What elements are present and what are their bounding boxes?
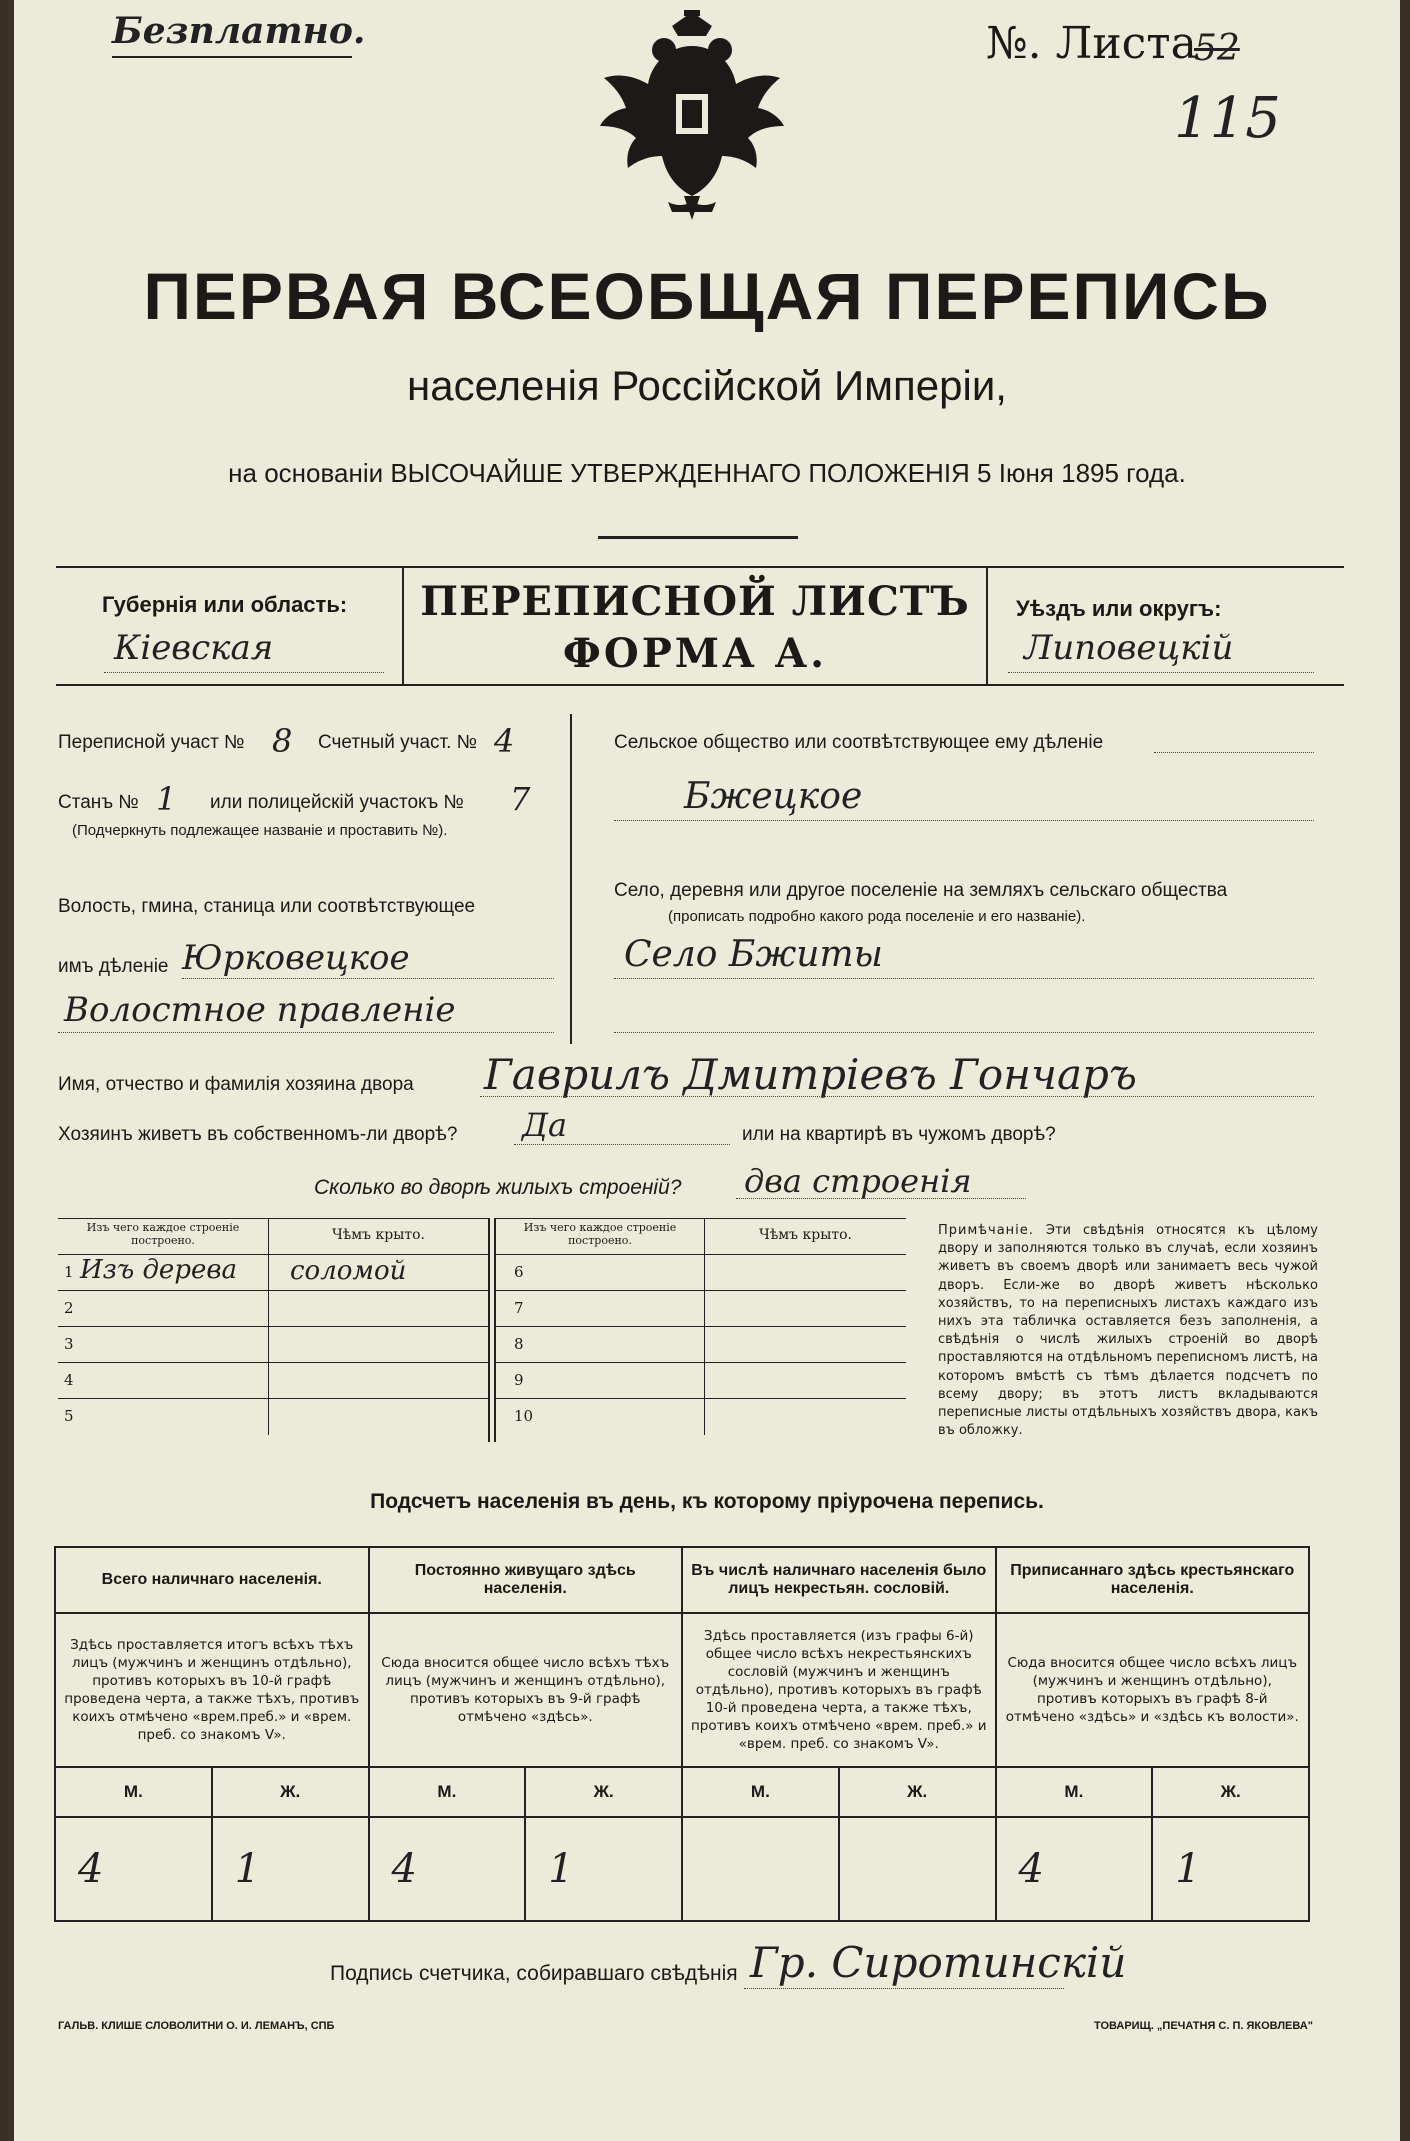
- col-roof-header: Чѣмъ крыто.: [269, 1219, 489, 1255]
- police-label: или полицейскій участокъ №: [210, 792, 464, 813]
- row-number: 5: [58, 1399, 269, 1435]
- row-roof: [705, 1255, 907, 1291]
- permanent-f-value: 1: [525, 1817, 682, 1921]
- sheet-number-label: №. Листа: [986, 18, 1197, 69]
- printer-left: ГАЛЬВ. КЛИШЕ СЛОВОЛИТНИ О. И. ЛЕМАНЪ, СПБ: [58, 2020, 335, 2032]
- col-m: М.: [55, 1767, 212, 1817]
- col-f: Ж.: [525, 1767, 682, 1817]
- row-number: 10: [496, 1399, 705, 1435]
- col-f: Ж.: [1152, 1767, 1309, 1817]
- buildings-value: два строенія: [744, 1162, 972, 1200]
- row-number: 7: [496, 1291, 705, 1327]
- table-row: [496, 1255, 906, 1291]
- group-head-total: Всего наличнаго населенія.: [55, 1547, 369, 1613]
- basis-line: на основаніи ВЫСОЧАЙШЕ УТВЕРЖДЕННАГО ПОЛОЖЕНІЯ 5 Іюня 1895 года.: [228, 458, 1186, 488]
- row-roof: [705, 1327, 907, 1363]
- row-number: 8: [496, 1327, 705, 1363]
- selo-value: Село Бжиты: [624, 934, 883, 975]
- form-title: ПЕРЕПИСНОЙ ЛИСТЪ: [420, 578, 970, 625]
- col-f: Ж.: [839, 1767, 996, 1817]
- perepis-label: Переписной участ №: [58, 732, 245, 753]
- table-row: [58, 1363, 488, 1399]
- row-roof: [269, 1399, 489, 1435]
- uezd-value: Липовецкій: [1024, 628, 1234, 668]
- total-m-value: 4: [55, 1817, 212, 1921]
- group-head-permanent: Постоянно живущаго здѣсь населенія.: [369, 1547, 683, 1613]
- row-roof: [705, 1399, 907, 1435]
- non-peasant-f-value: [839, 1817, 996, 1921]
- table-row: [58, 1399, 488, 1435]
- schet-label: Счетный участ. №: [318, 732, 478, 753]
- uezd-line: [1008, 672, 1314, 673]
- table-row: [58, 1255, 488, 1291]
- selo-label: Село, деревня или другое поселеніе на земляхъ сельскаго общества: [614, 880, 1228, 901]
- obshch-line-1: [1154, 752, 1314, 753]
- note-block: [938, 1222, 1318, 1440]
- column-divider: [570, 714, 572, 1044]
- lives-line: [514, 1144, 730, 1145]
- buildings-table-left: [58, 1218, 488, 1435]
- group-desc-total: Здѣсь проставляется итогъ всѣхъ тѣхъ лицъ (мужчинъ и женщинъ отдѣльно), противъ которыхъ въ 10-й графѣ проведена черта, а также тѣхъ, противъ коихъ отмѣчено «врем.преб.» и «врем. преб. со знакомъ V».: [55, 1613, 369, 1767]
- table-row: [496, 1291, 906, 1327]
- row-number: 3: [58, 1327, 269, 1363]
- volost-value-2: Волостное правленіе: [64, 990, 456, 1030]
- owner-name-label: Имя, отчество и фамилія хозяина двора: [58, 1074, 414, 1095]
- group-head-non-peasant: Въ числѣ наличнаго населенія было лицъ некрестьян. сословій.: [682, 1547, 996, 1613]
- volost-label-1: Волость, гмина, станица или соотвѣтствующее: [58, 896, 476, 917]
- row-number: 4: [58, 1363, 269, 1399]
- row-roof: [705, 1291, 907, 1327]
- registered-f-value: 1: [1152, 1817, 1309, 1921]
- obshch-value: Бжецкое: [684, 776, 863, 817]
- obshch-line-2: [614, 820, 1314, 821]
- owner-name-value: Гаврилъ Дмитріевъ Гончаръ: [484, 1050, 1137, 1099]
- row-roof: соломой: [290, 1256, 407, 1286]
- note-title: Примѣчаніе.: [938, 1223, 1034, 1238]
- buildings-table-right: [496, 1218, 906, 1435]
- double-headed-eagle-icon: [592, 6, 792, 231]
- col-m: М.: [996, 1767, 1153, 1817]
- band-bottom: [56, 684, 1344, 686]
- volost-line-2: [58, 1032, 554, 1033]
- col-roof-header-right: Чѣмъ крыто.: [705, 1219, 907, 1255]
- signature-label: Подпись счетчика, собиравшаго свѣдѣнія: [330, 1962, 738, 1985]
- non-peasant-m-value: [682, 1817, 839, 1921]
- permanent-m-value: 4: [369, 1817, 526, 1921]
- lives-label: Хозяинъ живетъ въ собственномъ-ли дворѣ?: [58, 1124, 458, 1145]
- schet-value: 4: [494, 722, 515, 760]
- group-desc-registered: Сюда вносится общее число всѣхъ лицъ (мужчинъ и женщинъ отдѣльно), противъ которыхъ въ графѣ 8-й отмѣчено «здѣсь» и «здѣсь къ волости».: [996, 1613, 1310, 1767]
- group-desc-non-peasant: Здѣсь проставляется (изъ графы 6-й) общее число всѣхъ некрестьянскихъ сословій (мужчинъ и женщинъ отдѣльно), противъ которыхъ въ графѣ 10-й проведена черта, а также тѣхъ, противъ коихъ отмѣчено «врем. преб.» и «врем. преб. со знакомъ V».: [682, 1613, 996, 1767]
- col-f: Ж.: [212, 1767, 369, 1817]
- population-table: [54, 1546, 1310, 1922]
- row-roof: [269, 1327, 489, 1363]
- lives-alt-label: или на квартирѣ въ чужомъ дворѣ?: [742, 1124, 1056, 1145]
- buildings-line: [736, 1198, 1026, 1199]
- row-roof: [705, 1363, 907, 1399]
- col-m: М.: [369, 1767, 526, 1817]
- police-value: 7: [510, 780, 531, 818]
- row-number: 1: [64, 1263, 74, 1281]
- volost-line-1: [182, 978, 554, 979]
- owner-name-line: [480, 1096, 1314, 1097]
- col-material-header-right: Изъ чего каждое строеніе построено.: [496, 1219, 705, 1255]
- page-subtitle: населенія Россійской Имперіи,: [407, 362, 1007, 409]
- stan-value: 1: [156, 780, 177, 818]
- selo-hint: (прописать подробно какого рода поселеніе и его названіе).: [668, 908, 1086, 925]
- row-roof: [269, 1363, 489, 1399]
- buildings-label: Сколько во дворѣ жилыхъ строеній?: [314, 1176, 682, 1199]
- population-title: Подсчетъ населенія въ день, къ которому пріурочена перепись.: [370, 1490, 1044, 1513]
- page-title: ПЕРВАЯ ВСЕОБЩАЯ ПЕРЕПИСЬ: [143, 259, 1271, 333]
- lives-value: Да: [522, 1106, 568, 1144]
- col-material-header: Изъ чего каждое строеніе построено.: [58, 1219, 269, 1255]
- group-head-registered: Приписаннаго здѣсь крестьянскаго населенія.: [996, 1547, 1310, 1613]
- printer-right: ТОВАРИЩ. „ПЕЧАТНЯ С. П. ЯКОВЛЕВА": [1094, 2020, 1313, 2032]
- census-sheet: [14, 0, 1400, 2141]
- total-f-value: 1: [212, 1817, 369, 1921]
- obshch-label: Сельское общество или соотвѣтствующее ему дѣленіе: [614, 732, 1104, 753]
- table-divider-a: [488, 1218, 490, 1442]
- table-row: [496, 1363, 906, 1399]
- selo-line-2: [614, 1032, 1314, 1033]
- free-label: Безплатно.: [112, 10, 366, 52]
- form-subtitle: ФОРМА А.: [562, 630, 828, 677]
- signature-line: [744, 1988, 1064, 1989]
- volost-label-2: имъ дѣленіе: [58, 956, 169, 977]
- gubernia-value: Кіевская: [114, 628, 274, 668]
- stan-hint: (Подчеркнуть подлежащее названіе и проставить №).: [72, 822, 448, 839]
- uezd-label: Уѣздъ или округъ:: [1016, 596, 1222, 621]
- perepis-value: 8: [272, 722, 293, 760]
- table-row: [496, 1327, 906, 1363]
- row-number: 2: [58, 1291, 269, 1327]
- free-underline: [112, 56, 352, 58]
- table-row: [496, 1399, 906, 1435]
- table-row: [58, 1291, 488, 1327]
- registered-m-value: 4: [996, 1817, 1153, 1921]
- row-material: Изъ дерева: [80, 1255, 237, 1285]
- signature-value: Гр. Сиротинскій: [750, 1938, 1127, 1987]
- gubernia-line: [104, 672, 384, 673]
- sheet-number-old: 52: [1194, 28, 1240, 69]
- selo-line-1: [614, 978, 1314, 979]
- sheet-number-new: 115: [1174, 86, 1281, 151]
- row-roof: [269, 1291, 489, 1327]
- row-number: 9: [496, 1363, 705, 1399]
- group-desc-permanent: Сюда вносится общее число всѣхъ тѣхъ лицъ (мужчинъ и женщинъ отдѣльно), противъ которыхъ въ 9-й графѣ отмѣчено «здѣсь».: [369, 1613, 683, 1767]
- note-text: Эти свѣдѣнія относятся къ цѣлому двору и заполняются только въ случаѣ, если хозяинъ живетъ въ своемъ дворѣ или занимаетъ весь чужой дворъ. Если-же во дворѣ живетъ нѣсколько хозяйствъ, то на переписныхъ листахъ каждаго изъ нихъ эта табличка оставляется безъ заполненія, а свѣдѣнія о числѣ жилыхъ строеній во дворѣ проставляются на отдѣльномъ переписномъ листѣ, на которомъ вмѣстѣ съ тѣмъ дѣлается подсчетъ по всему двору; въ этотъ листъ вкладываются переписные листы отдѣльныхъ хозяйствъ двора, какъ въ обложку.: [938, 1223, 1318, 1439]
- col-m: М.: [682, 1767, 839, 1817]
- volost-value-1: Юрковецкое: [182, 938, 410, 978]
- table-row: [58, 1327, 488, 1363]
- band-divider-right: [986, 566, 988, 684]
- ornament-divider: [598, 536, 798, 539]
- band-top: [56, 566, 1344, 568]
- gubernia-label: Губернія или область:: [102, 592, 348, 617]
- stan-label: Станъ №: [58, 792, 139, 813]
- row-number: 6: [496, 1255, 705, 1291]
